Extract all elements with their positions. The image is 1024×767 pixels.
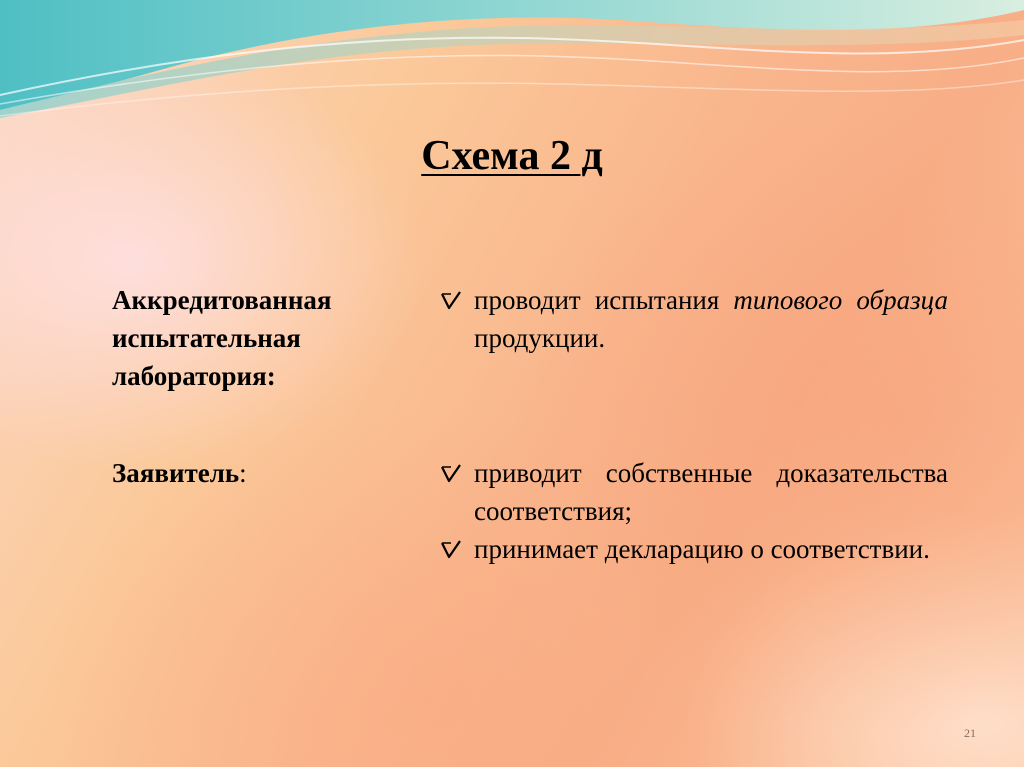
applicant-duties-list [440, 454, 948, 568]
checkmark-icon [440, 291, 462, 311]
laboratory-duties-list [440, 281, 948, 357]
term-applicant-colon: : [239, 458, 247, 488]
page-number: 21 [964, 726, 976, 740]
list-item [440, 281, 948, 357]
item-text: приводит собственные доказательства соответствия; [474, 458, 948, 526]
item-text: проводит испытания [474, 285, 734, 315]
checkmark-icon [440, 464, 462, 484]
term-applicant [112, 454, 412, 492]
term-applicant-label: Заявитель [112, 458, 240, 488]
list-item [440, 530, 948, 568]
decorative-waves [0, 0, 1024, 130]
item-text-italic: типового образца [733, 285, 948, 315]
term-laboratory: Аккредитованная испытательная лаборатория: [112, 285, 332, 391]
item-text: продукции. [474, 323, 606, 353]
list-item [440, 454, 948, 530]
slide-title: Схема 2 д [421, 133, 603, 179]
item-text: принимает декларацию о соответствии. [474, 534, 930, 564]
checkmark-icon [440, 540, 462, 560]
